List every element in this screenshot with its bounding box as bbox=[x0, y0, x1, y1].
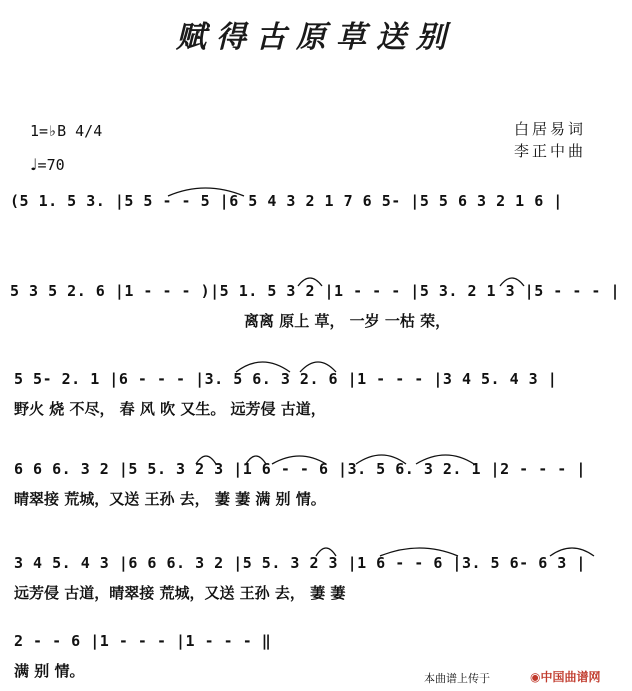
score-title: 赋得古原草送别 bbox=[176, 20, 456, 55]
tempo-marking: ♩=70 bbox=[30, 155, 65, 174]
lyrics-line-3: 野火 烧 不尽， 春 风 吹 又生。 远芳侵 古道， bbox=[14, 400, 326, 418]
notation-line-1: (5 1. 5 3. |5 5 - - 5 |6 5 4 3 2 1 7 6 5- |5 5 6 3 2 1 6 | bbox=[10, 192, 563, 210]
site-logo[interactable]: ◉中国曲谱网 bbox=[530, 670, 601, 684]
lyrics-line-6: 满 别 情。 bbox=[14, 662, 85, 680]
notation-line-2: 5 3 5 2. 6 |1 - - - )|5 1. 5 3 2 |1 - - - |5 3. 2 1 3 |5 - - - | bbox=[10, 282, 620, 300]
key-signature: 1=♭B 4/4 bbox=[30, 122, 103, 140]
lyricist: 白居易词 bbox=[514, 120, 587, 138]
footer-upload-note: 本曲谱上传于 bbox=[424, 672, 490, 685]
composer: 李正中曲 bbox=[514, 142, 587, 160]
lyrics-line-2: 离离 原上 草， 一岁 一枯 荣， bbox=[244, 312, 451, 330]
quarter-note-icon: ♩ bbox=[30, 155, 38, 174]
logo-icon: ◉ bbox=[530, 670, 541, 684]
notation-line-4: 6 6 6. 3 2 |5 5. 3 2 3 |1 6 - - 6 |3. 5 6. 3 2. 1 |2 - - - | bbox=[14, 460, 586, 478]
lyrics-line-4: 晴翠接 荒城，又送 王孙 去， 萋 萋 满 别 情。 bbox=[14, 490, 326, 508]
notation-line-6: 2 - - 6 |1 - - - |1 - - - ‖ bbox=[14, 632, 272, 650]
notation-line-5: 3 4 5. 4 3 |6 6 6. 3 2 |5 5. 3 2 3 |1 6 - - 6 |3. 5 6- 6 3 | bbox=[14, 554, 586, 572]
lyrics-line-5: 远芳侵 古道，晴翠接 荒城，又送 王孙 去， 萋 萋 bbox=[14, 584, 346, 602]
notation-line-3: 5 5- 2. 1 |6 - - - |3. 5 6. 3 2. 6 |1 - - - |3 4 5. 4 3 | bbox=[14, 370, 558, 388]
